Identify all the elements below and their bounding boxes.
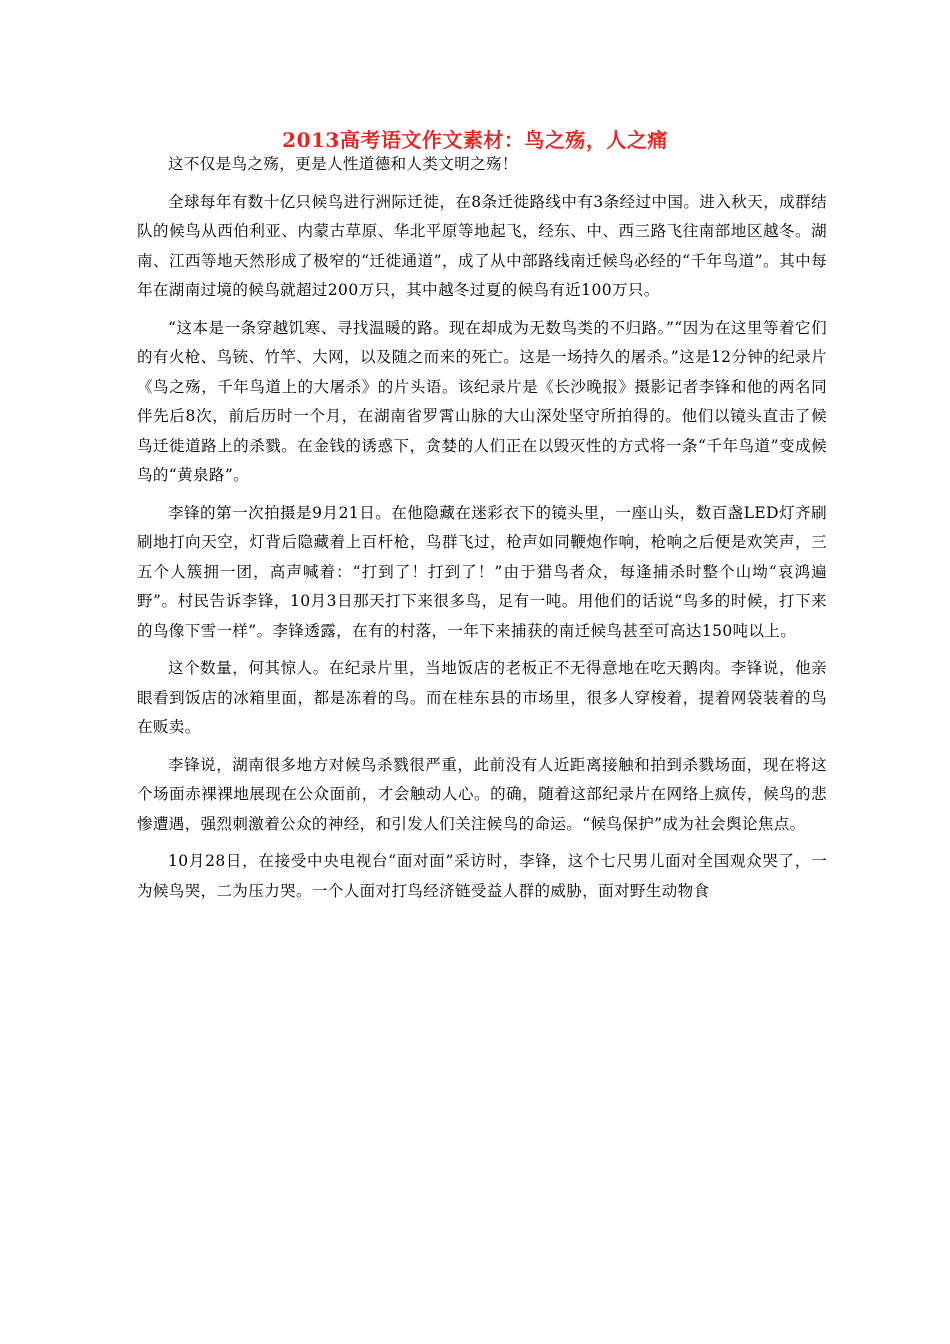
paragraph-1: 这不仅是鸟之殇，更是人性道德和人类文明之殇！	[168, 155, 518, 173]
paragraph-3: “这本是一条穿越饥寒、寻找温暖的路。现在却成为无数鸟类的不归路。”“因为在这里等着它们的有火枪、鸟铳、竹竿、大网，以及随之而来的死亡。这是一场持久的屠杀。”这是12分钟的纪录片《鸟之殇，千年鸟道上的大屠杀》的片头语。该纪录片是《长沙晚报》摄影记者李锋和他的两名同伴先后8次，前后历时一个月，在湖南省罗霄山脉的大山深处坚守所拍得的。他们以镜头直击了候鸟迁徙道路上的杀戮。在金钱的诱惑下，贪婪的人们正在以毁灭性的方式将一条“千年鸟道”变成候鸟的“黄泉路”。	[137, 318, 827, 484]
paragraph-2: 全球每年有数十亿只候鸟进行洲际迁徙，在8条迁徙路线中有3条经过中国。进入秋天，成群结队的候鸟从西伯利亚、内蒙古草原、华北平原等地起飞，经东、中、西三路飞往南部地区越冬。湖南、江西等地天然形成了极窄的“迁徙通道”，成了从中部路线南迁候鸟必经的“千年鸟道”。其中每年在湖南过境的候鸟就超过200万只，其中越冬过夏的候鸟有近100万只。	[137, 192, 827, 299]
document-body	[137, 150, 827, 914]
document-title: 2013高考语文作文素材：鸟之殇，人之痛	[282, 128, 668, 152]
paragraph-5: 这个数量，何其惊人。在纪录片里，当地饭店的老板正不无得意地在吃天鹅肉。李锋说，他亲眼看到饭店的冰箱里面，都是冻着的鸟。而在桂东县的市场里，很多人穿梭着，提着网袋装着的鸟在贩卖。	[137, 659, 827, 736]
paragraph-7: 10月28日，在接受中央电视台“面对面”采访时，李锋，这个七尺男儿面对全国观众哭了，一为候鸟哭，二为压力哭。一个人面对打鸟经济链受益人群的威胁，面对野生动物食	[137, 852, 827, 900]
paragraph-6: 李锋说，湖南很多地方对候鸟杀戮很严重，此前没有人近距离接触和拍到杀戮场面，现在将这个场面赤裸裸地展现在公众面前，才会触动人心。的确，随着这部纪录片在网络上疯传，候鸟的悲惨遭遇，强烈刺激着公众的神经，和引发人们关注候鸟的命运。“候鸟保护”成为社会舆论焦点。	[137, 755, 827, 833]
paragraph-4: 李锋的第一次拍摄是9月21日。在他隐藏在迷彩衣下的镜头里，一座山头，数百盏LED灯齐刷刷地打向天空，灯背后隐藏着上百杆枪，鸟群飞过，枪声如同鞭炮作响，枪响之后便是欢笑声，三五个人簇拥一团，高声喊着：“打到了！打到了！”由于猎鸟者众，每逢捕杀时整个山坳“哀鸿遍野”。村民告诉李锋，10月3日那天打下来很多鸟，足有一吨。用他们的话说“鸟多的时候，打下来的鸟像下雪一样”。李锋透露，在有的村落，一年下来捕获的南迁候鸟甚至可高达150吨以上。	[137, 503, 827, 640]
